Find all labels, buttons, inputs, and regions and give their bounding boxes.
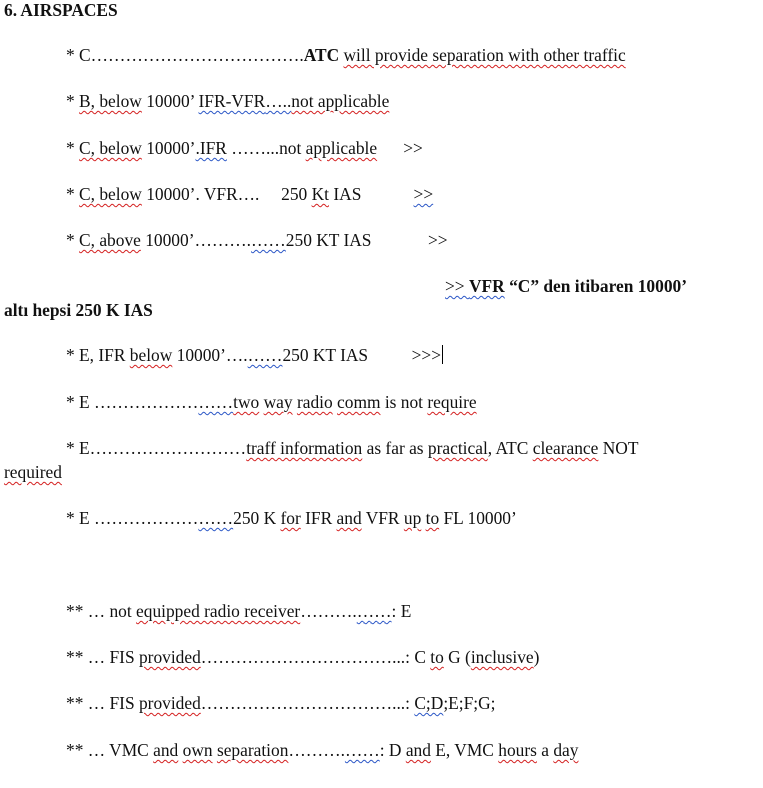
list-item (66, 739, 578, 761)
list-item (66, 183, 433, 205)
text-run: IFR-VFR (198, 91, 266, 111)
text-run: comm (337, 392, 381, 412)
text-run: own (182, 740, 213, 760)
list-item (66, 391, 477, 413)
text-run: 10000’. VFR…. 250 (141, 184, 312, 204)
text-run: * (66, 91, 80, 111)
text-run: Kt (311, 184, 329, 204)
text-run: , ATC (487, 438, 533, 458)
list-item-continued (4, 461, 62, 483)
text-run: ** … FIS (66, 693, 139, 713)
text-run: not applicable (291, 91, 390, 111)
text-run: …… (247, 345, 283, 365)
text-run: ……...not (226, 138, 306, 158)
text-run: IFR (300, 508, 337, 528)
note-line-continued: altı hepsi 250 K IAS (4, 300, 153, 320)
text-run: required (4, 462, 62, 482)
text-run: VFR (468, 276, 505, 296)
text-run: 10000’ (141, 91, 199, 111)
text-run: and (153, 740, 179, 760)
text-run: ;E;F;G; (443, 693, 496, 713)
text-run: C;D (414, 693, 444, 713)
text-run: applicable (305, 138, 378, 158)
text-run: ) (533, 647, 540, 667)
text-run: * E……………………… (66, 438, 247, 458)
text-run: …… (344, 740, 380, 760)
text-run: up (403, 508, 422, 528)
text-run: practical (427, 438, 488, 458)
text-run: inclusive (470, 647, 534, 667)
text-run: as far as (362, 438, 428, 458)
text-run: for (280, 508, 301, 528)
text-run: radio (296, 392, 333, 412)
text-run: B, below (79, 91, 142, 111)
text-run: * E ……………… (66, 392, 199, 412)
list-item (66, 507, 517, 529)
text-run: ATC (303, 45, 340, 65)
text-run: equipped radio receiver (136, 601, 301, 621)
text-run: 250 KT IAS >> (285, 230, 448, 250)
list-item (66, 229, 448, 251)
text-run: and (405, 740, 431, 760)
list-item (66, 646, 539, 668)
text-run: * C (66, 45, 91, 65)
text-run: traff information (246, 438, 363, 458)
text-run: >> (413, 184, 434, 204)
text-run: …… (198, 392, 234, 412)
text-run: a (536, 740, 554, 760)
text-run: provided (138, 647, 201, 667)
text-run: 250 K (233, 508, 281, 528)
text-run: 250 KT IAS >>> (282, 345, 442, 365)
text-run: FL 10000’ (439, 508, 517, 528)
list-item (66, 344, 443, 366)
text-run: ….. (265, 91, 292, 111)
text-run: ………. (300, 601, 357, 621)
text-run: day (553, 740, 579, 760)
text-run: 10000’…. (172, 345, 248, 365)
text-run: two (233, 392, 260, 412)
text-run: require (427, 392, 477, 412)
text-run: …… (198, 508, 234, 528)
text-run: C, below (79, 184, 142, 204)
text-run: and (336, 508, 362, 528)
note-line (445, 275, 687, 297)
list-item (66, 600, 411, 622)
text-cursor (442, 345, 443, 364)
text-run: C, below (79, 138, 142, 158)
text-run: way (263, 392, 293, 412)
text-run: * (66, 138, 80, 158)
text-run: >> (377, 138, 423, 158)
text-run: IAS (329, 184, 414, 204)
text-run: ………………………………. (90, 45, 304, 65)
text-run: …… (356, 601, 392, 621)
text-run: will provide separation with other traffic (343, 45, 626, 65)
text-run: E, VMC (430, 740, 499, 760)
text-run: below (129, 345, 173, 365)
text-run: ……………………………...: (200, 693, 415, 713)
list-item (66, 44, 626, 66)
text-run: hours (498, 740, 537, 760)
text-run: C, above (79, 230, 141, 250)
text-run: ** … not (66, 601, 137, 621)
text-run: to (430, 647, 444, 667)
text-run: “C” den itibaren 10000’ (504, 276, 688, 296)
text-run: …… (251, 230, 286, 250)
text-run: 10000’………. (140, 230, 252, 250)
text-run: VFR (361, 508, 404, 528)
text-run: ……………………………...: C (200, 647, 431, 667)
text-run: to (425, 508, 440, 528)
text-run: : D (379, 740, 406, 760)
list-item (66, 90, 389, 112)
text-run: * (66, 230, 80, 250)
text-run: G ( (443, 647, 471, 667)
text-run: clearance (532, 438, 599, 458)
text-run: >> (445, 276, 469, 296)
text-run: 10000’ (141, 138, 196, 158)
text-run: ** … VMC (66, 740, 154, 760)
text-run: is not (380, 392, 428, 412)
text-run: .IFR (195, 138, 227, 158)
text-run: * (66, 184, 80, 204)
list-item (66, 692, 496, 714)
list-item (66, 137, 423, 159)
section-heading: 6. AIRSPACES (4, 0, 118, 20)
text-run: NOT (598, 438, 639, 458)
list-item (66, 437, 638, 459)
text-run: ** … FIS (66, 647, 139, 667)
text-run: separation (216, 740, 289, 760)
text-run: : E (391, 601, 412, 621)
text-run: ………. (288, 740, 345, 760)
text-run: * E, IFR (66, 345, 130, 365)
text-run: provided (138, 693, 201, 713)
text-run: * E ……………… (66, 508, 199, 528)
